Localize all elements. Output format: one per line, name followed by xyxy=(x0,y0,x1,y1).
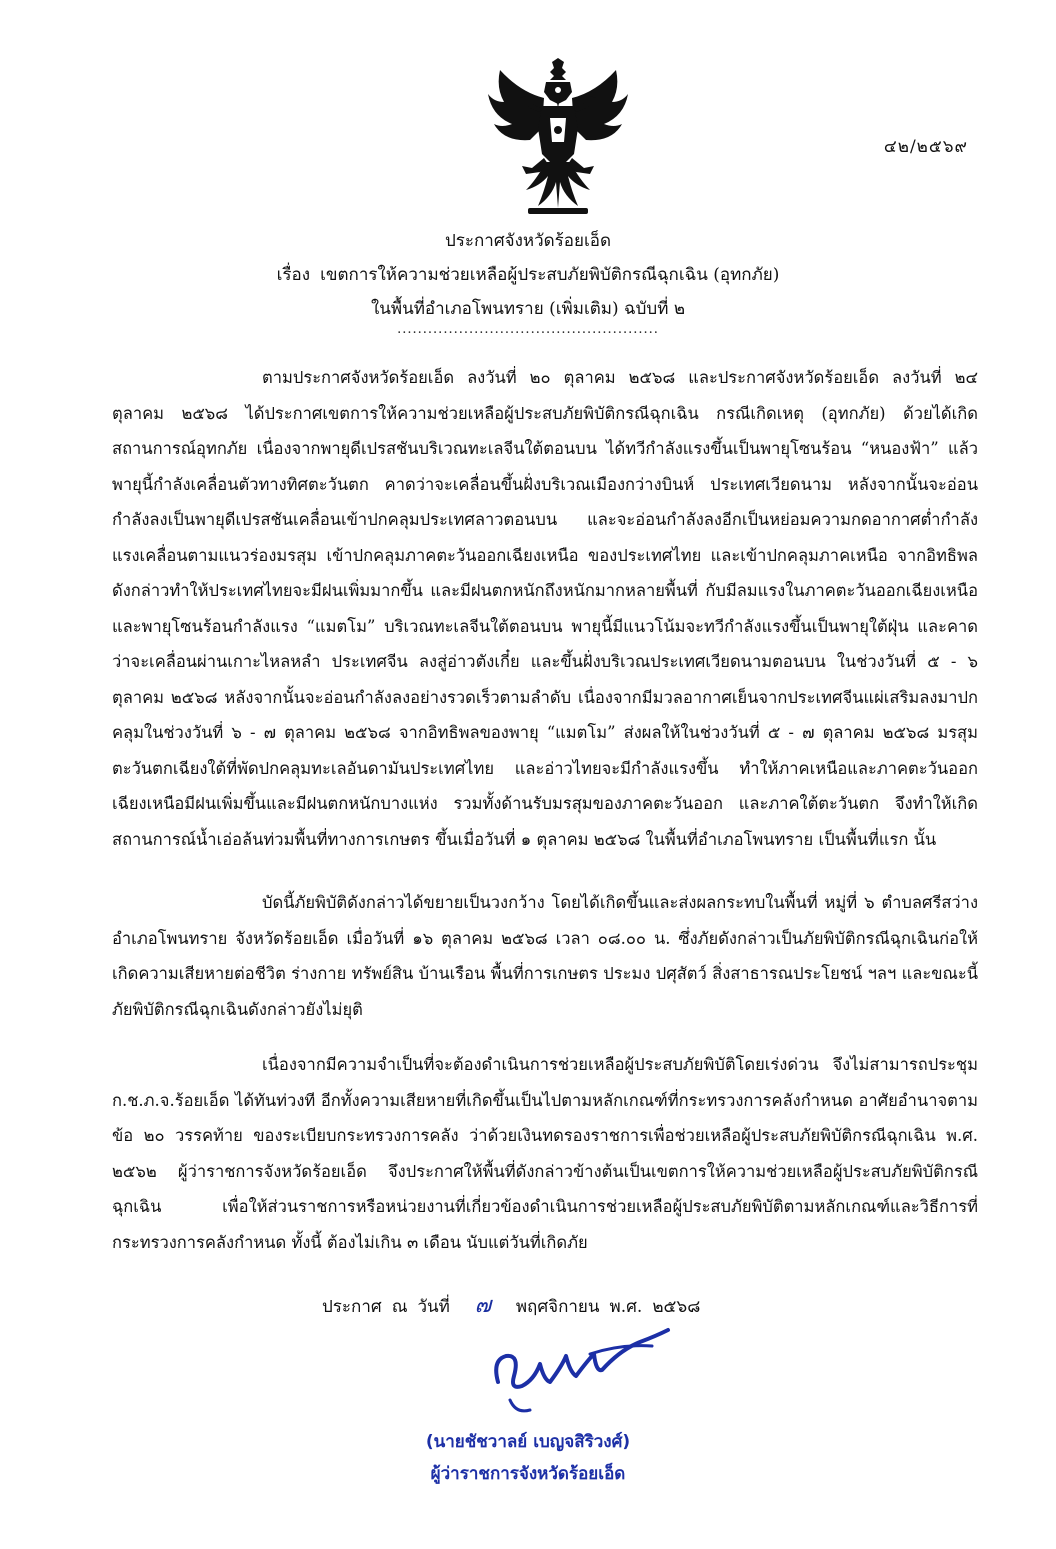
signer-name: (นายชัชวาลย์ เบญจสิริวงศ์) xyxy=(425,1432,631,1452)
announce-at: ณ xyxy=(391,1297,408,1317)
subject-subtitle: ในพื้นที่อำเภอโพนทราย (เพิ่มเติม) ฉบับที่ ๒ xyxy=(370,299,686,319)
announce-prefix: ประกาศ xyxy=(322,1297,382,1317)
body-paragraph-1: ตามประกาศจังหวัดร้อยเอ็ด ลงวันที่ ๒๐ ตุลาคม ๒๕๖๘ และประกาศจังหวัดร้อยเอ็ด ลงวันที่ ๒๔ ตุลาคม ๒๕๖๘ ได้ประกาศเขตการให้ความช่วยเหลือผู้ประสบภัยพิบัติกรณีฉุกเฉิน กรณีเกิดเหตุ (อุทกภัย) ด้วยได้เกิดสถานการณ์อุทกภัย เนื่องจากพายุดีเปรสชันบริเวณทะเลจีนใต้ตอนบน ได้ทวีกำลังแรงขึ้นเป็นพายุโซนร้อน “หนองฟ้า” แล้ว พายุนี้กำลังเคลื่อนตัวทางทิศตะวันตก คาดว่าจะเคลื่อนขึ้นฝั่งบริเวณเมืองกว่างบินห์ ประเทศเวียดนาม หลังจากนั้นจะอ่อนกำลังลงเป็นพายุดีเปรสชันเคลื่อนเข้าปกคลุมประเทศลาวตอนบน และจะอ่อนกำลังลงอีกเป็นหย่อมความกดอากาศต่ำกำลังแรงเคลื่อนตามแนวร่องมรสุม เข้าปกคลุมภาคตะวันออกเฉียงเหนือ ของประเทศไทย และเข้าปกคลุมภาคเหนือ จากอิทธิพลดังกล่าวทำให้ประเทศไทยจะมีฝนเพิ่มมากขึ้น และมีฝนตกหนักถึงหนักมากหลายพื้นที่ กับมีลมแรงในภาคตะวันออกเฉียงเหนือ และพายุโซนร้อนกำลังแรง “แมตโม” บริเวณทะเลจีนใต้ตอนบน พายุนี้มีแนวโน้มจะทวีกำลังแรงขึ้นเป็นพายุใต้ฝุ่น และคาดว่าจะเคลื่อนผ่านเกาะไหลหลำ ประเทศจีน ลงสู่อ่าวตังเกี๋ย และขึ้นฝั่งบริเวณประเทศเวียดนามตอนบน ในช่วงวันที่ ๕ - ๖ ตุลาคม ๒๕๖๘ หลังจากนั้นจะอ่อนกำลังลงอย่างรวดเร็วตามลำดับ เนื่องจากมีมวลอากาศเย็นจากประเทศจีนแผ่เสริมลงมาปกคลุมในช่วงวันที่ ๖ - ๗ ตุลาคม ๒๕๖๘ จากอิทธิพลของพายุ “แมตโม” ส่งผลให้ในช่วงวันที่ ๕ - ๗ ตุลาคม ๒๕๖๘ มรสุมตะวันตกเฉียงใต้ที่พัดปกคลุมทะเลอันดามันประเทศไทย และอ่าวไทยจะมีกำลังแรงขึ้น ทำให้ภาคเหนือและภาคตะวันออกเฉียงเหนือมีฝนเพิ่มขึ้นและมีฝนตกหนักบางแห่ง รวมทั้งด้านรับมรสุมของภาคตะวันออก และภาคใต้ตะวันตก จึงทำให้เกิดสถานการณ์น้ำเอ่อล้นท่วมพื้นที่ทางการเกษตร ขึ้นเมื่อวันที่ ๑ ตุลาคม ๒๕๖๘ ในพื้นที่อำเภอโพนทราย เป็นพื้นที่แรก นั้น xyxy=(112,368,978,849)
announce-year: ๒๕๖๘ xyxy=(652,1297,701,1317)
subject-line xyxy=(0,258,1056,292)
handwritten-signature xyxy=(470,1320,700,1420)
announce-day-handwritten: ๗ xyxy=(474,1293,492,1318)
body-paragraph-3: เนื่องจากมีความจำเป็นที่จะต้องดำเนินการช่วยเหลือผู้ประสบภัยพิบัติโดยเร่งด่วน จึงไม่สามารถประชุม ก.ช.ภ.จ.ร้อยเอ็ด ได้ทันท่วงที อีกทั้งความเสียหายที่เกิดขึ้นเป็นไปตามหลักเกณฑ์ที่กระทรวงการคลังกำหนด อาศัยอำนาจตาม ข้อ ๒๐ วรรคท้าย ของระเบียบกระทรวงการคลัง ว่าด้วยเงินทดรองราชการเพื่อช่วยเหลือผู้ประสบภัยพิบัติกรณีฉุกเฉิน พ.ศ. ๒๕๖๒ ผู้ว่าราชการจังหวัดร้อยเอ็ด จึงประกาศให้พื้นที่ดังกล่าวข้างต้นเป็นเขตการให้ความช่วยเหลือผู้ประสบภัยพิบัติกรณีฉุกเฉิน เพื่อให้ส่วนราชการหรือหน่วยงานที่เกี่ยวข้องดำเนินการช่วยเหลือผู้ประสบภัยพิบัติตามหลักเกณฑ์และวิธีการที่กระทรวงการคลังกำหนด ทั้งนี้ ต้องไม่เกิน ๓ เดือน นับแต่วันที่เกิดภัย xyxy=(112,1055,978,1252)
subject-prefix: เรื่อง xyxy=(276,265,311,285)
document-number: ๔๒/๒๕๖๙ xyxy=(883,137,968,157)
garuda-emblem-icon xyxy=(486,58,630,218)
dotted-separator: ................................................... xyxy=(397,322,659,337)
signer-title: ผู้ว่าราชการจังหวัดร้อยเอ็ด xyxy=(430,1464,626,1484)
body-paragraph-2: บัดนี้ภัยพิบัติดังกล่าวได้ขยายเป็นวงกว้าง โดยได้เกิดขึ้นและส่งผลกระทบในพื้นที่ หมู่ที่ ๖ ตำบลศรีสว่าง อำเภอโพนทราย จังหวัดร้อยเอ็ด เมื่อวันที่ ๑๖ ตุลาคม ๒๕๖๘ เวลา ๐๘.๐๐ น. ซึ่งภัยดังกล่าวเป็นภัยพิบัติกรณีฉุกเฉินก่อให้เกิดความเสียหายต่อชีวิต ร่างกาย ทรัพย์สิน บ้านเรือน พื้นที่การเกษตร ประมง ปศุสัตว์ สิ่งสาธารณประโยชน์ ฯลฯ และขณะนี้ภัยพิบัติกรณีฉุกเฉินดังกล่าวยังไม่ยุติ xyxy=(112,893,978,1019)
subject-title: เขตการให้ความช่วยเหลือผู้ประสบภัยพิบัติกรณีฉุกเฉิน (อุทกภัย) xyxy=(320,265,780,285)
announce-day-label: วันที่ xyxy=(417,1297,450,1317)
announcement-date xyxy=(322,1287,710,1322)
announce-era: พ.ศ. xyxy=(609,1297,643,1317)
announcement-header xyxy=(0,224,1056,326)
announcement-body xyxy=(112,360,978,1260)
issuing-authority: ประกาศจังหวัดร้อยเอ็ด xyxy=(444,231,612,251)
announce-month: พฤศจิกายน xyxy=(515,1297,600,1317)
